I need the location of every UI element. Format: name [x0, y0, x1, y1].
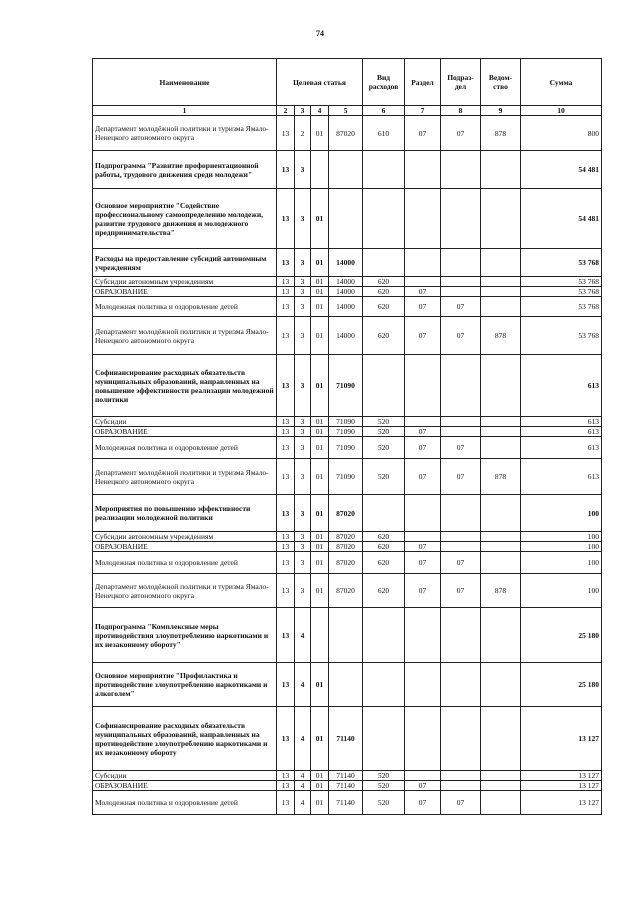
page-number: 74 [316, 29, 324, 38]
row-sum: 54 481 [521, 189, 602, 249]
target-code-activity: 01 [311, 287, 329, 297]
table-row [93, 552, 602, 574]
target-code-activity: 01 [311, 189, 329, 249]
row-sum: 100 [521, 532, 602, 542]
header-name: Наименование [93, 59, 277, 106]
department-code [481, 249, 521, 277]
row-sum: 100 [521, 552, 602, 574]
target-code-activity: 01 [311, 495, 329, 532]
column-number: 2 [277, 106, 295, 116]
table-row [93, 427, 602, 437]
target-code-subprogram: 3 [295, 427, 311, 437]
target-code-activity: 01 [311, 277, 329, 287]
expense-type-code: 620 [363, 287, 405, 297]
target-code-subprogram: 3 [295, 249, 311, 277]
subsection-code [441, 707, 481, 771]
expense-type-code: 520 [363, 781, 405, 791]
row-sum: 53 768 [521, 249, 602, 277]
column-number: 6 [363, 106, 405, 116]
target-code-direction: 71140 [329, 791, 363, 815]
row-name: Департамент молодёжной политики и туризма Ямало-Ненецкого автономного округа [93, 116, 277, 151]
column-number-row [93, 106, 602, 116]
row-name: Субсидии автономным учреждениям [93, 532, 277, 542]
row-sum: 613 [521, 437, 602, 459]
department-code [481, 437, 521, 459]
table-row [93, 707, 602, 771]
target-code-direction: 71090 [329, 427, 363, 437]
target-code-program: 13 [277, 707, 295, 771]
target-code-activity [311, 151, 329, 189]
section-code [405, 532, 441, 542]
table-row [93, 542, 602, 552]
row-sum: 613 [521, 355, 602, 417]
target-code-direction: 87020 [329, 542, 363, 552]
table-row [93, 495, 602, 532]
target-code-subprogram: 3 [295, 552, 311, 574]
row-sum: 613 [521, 417, 602, 427]
target-code-subprogram: 4 [295, 771, 311, 781]
expense-type-code [363, 249, 405, 277]
target-code-direction: 14000 [329, 287, 363, 297]
row-name: Мероприятия по повышению эффективности реализации молодежной политики [93, 495, 277, 532]
target-code-subprogram: 3 [295, 277, 311, 287]
target-code-activity: 01 [311, 427, 329, 437]
expense-type-code: 620 [363, 297, 405, 317]
target-code-subprogram: 4 [295, 781, 311, 791]
target-code-subprogram: 4 [295, 791, 311, 815]
row-name: Основное мероприятие "Профилактика и противодействие злоупотреблению наркотиками и алкоголем" [93, 663, 277, 707]
subsection-code [441, 355, 481, 417]
target-code-direction: 71090 [329, 355, 363, 417]
target-code-direction: 87020 [329, 532, 363, 542]
department-code [481, 287, 521, 297]
row-sum: 13 127 [521, 771, 602, 781]
header-row [93, 59, 602, 106]
column-number: 5 [329, 106, 363, 116]
department-code [481, 417, 521, 427]
section-code [405, 277, 441, 287]
section-code [405, 249, 441, 277]
subsection-code [441, 417, 481, 427]
table-row [93, 417, 602, 427]
table-row [93, 459, 602, 495]
department-code [481, 427, 521, 437]
target-code-subprogram: 4 [295, 707, 311, 771]
target-code-direction [329, 663, 363, 707]
target-code-subprogram: 3 [295, 542, 311, 552]
row-name: Субсидии автономным учреждениям [93, 277, 277, 287]
section-code: 07 [405, 781, 441, 791]
row-name: Подпрограмма "Комплексные меры противодействия злоупотреблению наркотиками и их незаконному обороту" [93, 608, 277, 663]
department-code [481, 771, 521, 781]
target-code-subprogram: 3 [295, 189, 311, 249]
header-razdel: Раздел [405, 59, 441, 106]
subsection-code [441, 771, 481, 781]
table-row [93, 791, 602, 815]
target-code-activity: 01 [311, 317, 329, 355]
target-code-program: 13 [277, 663, 295, 707]
row-name: Субсидии [93, 417, 277, 427]
row-sum: 25 180 [521, 608, 602, 663]
target-code-direction: 71090 [329, 459, 363, 495]
target-code-subprogram: 4 [295, 608, 311, 663]
target-code-activity: 01 [311, 791, 329, 815]
target-code-subprogram: 3 [295, 417, 311, 427]
expense-type-code: 520 [363, 417, 405, 427]
row-name: Расходы на предоставление субсидий автономным учреждениям [93, 249, 277, 277]
expense-type-code: 520 [363, 791, 405, 815]
target-code-program: 13 [277, 417, 295, 427]
table-row [93, 151, 602, 189]
section-code: 07 [405, 287, 441, 297]
section-code [405, 707, 441, 771]
target-code-activity: 01 [311, 781, 329, 791]
budget-table [92, 58, 602, 815]
section-code [405, 608, 441, 663]
table-row [93, 771, 602, 781]
section-code [405, 771, 441, 781]
section-code: 07 [405, 574, 441, 608]
subsection-code [441, 495, 481, 532]
target-code-activity: 01 [311, 707, 329, 771]
table-row [93, 663, 602, 707]
row-sum: 53 768 [521, 287, 602, 297]
column-number: 8 [441, 106, 481, 116]
column-number: 9 [481, 106, 521, 116]
header-podrazdel: Подраз-дел [441, 59, 481, 106]
target-code-subprogram: 3 [295, 287, 311, 297]
target-code-subprogram: 3 [295, 355, 311, 417]
department-code [481, 552, 521, 574]
target-code-direction: 71140 [329, 781, 363, 791]
row-name: ОБРАЗОВАНИЕ [93, 542, 277, 552]
target-code-subprogram: 3 [295, 317, 311, 355]
target-code-program: 13 [277, 189, 295, 249]
subsection-code: 07 [441, 437, 481, 459]
column-number: 1 [93, 106, 277, 116]
section-code: 07 [405, 297, 441, 317]
subsection-code [441, 608, 481, 663]
expense-type-code: 520 [363, 771, 405, 781]
target-code-direction [329, 151, 363, 189]
row-name: Софинансирование расходных обязательств муниципальных образований, направленных на противодействие злоупотреблению наркотиками и их незаконному обороту [93, 707, 277, 771]
target-code-program: 13 [277, 552, 295, 574]
expense-type-code: 620 [363, 552, 405, 574]
subsection-code [441, 532, 481, 542]
department-code [481, 781, 521, 791]
section-code [405, 495, 441, 532]
table-row [93, 608, 602, 663]
subsection-code: 07 [441, 297, 481, 317]
target-code-program: 13 [277, 249, 295, 277]
department-code: 878 [481, 574, 521, 608]
row-name: Департамент молодёжной политики и туризма Ямало-Ненецкого автономного округа [93, 459, 277, 495]
target-code-direction: 71140 [329, 707, 363, 771]
section-code: 07 [405, 791, 441, 815]
department-code [481, 355, 521, 417]
target-code-direction: 87020 [329, 552, 363, 574]
column-number: 7 [405, 106, 441, 116]
target-code-program: 13 [277, 116, 295, 151]
department-code [481, 608, 521, 663]
expense-type-code [363, 608, 405, 663]
subsection-code: 07 [441, 791, 481, 815]
row-name: ОБРАЗОВАНИЕ [93, 781, 277, 791]
target-code-activity [311, 608, 329, 663]
target-code-direction: 14000 [329, 317, 363, 355]
table-row [93, 781, 602, 791]
section-code: 07 [405, 317, 441, 355]
target-code-subprogram: 3 [295, 574, 311, 608]
row-name: Основное мероприятие "Содействие профессиональному самоопределению молодежи, развитие трудового движения и молодежного предпринимательства" [93, 189, 277, 249]
row-name: Департамент молодёжной политики и туризма Ямало-Ненецкого автономного округа [93, 574, 277, 608]
subsection-code [441, 277, 481, 287]
target-code-program: 13 [277, 355, 295, 417]
subsection-code: 07 [441, 552, 481, 574]
expense-type-code [363, 707, 405, 771]
subsection-code: 07 [441, 459, 481, 495]
expense-type-code: 610 [363, 116, 405, 151]
target-code-activity: 01 [311, 574, 329, 608]
target-code-activity: 01 [311, 771, 329, 781]
target-code-program: 13 [277, 297, 295, 317]
target-code-activity: 01 [311, 552, 329, 574]
subsection-code [441, 427, 481, 437]
target-code-program: 13 [277, 459, 295, 495]
target-code-activity: 01 [311, 355, 329, 417]
row-name: Софинансирование расходных обязательств муниципальных образований, направленных на повышение эффективности реализации молодежной политики [93, 355, 277, 417]
target-code-activity: 01 [311, 417, 329, 427]
row-name: Департамент молодёжной политики и туризма Ямало-Ненецкого автономного округа [93, 317, 277, 355]
expense-type-code [363, 663, 405, 707]
row-sum: 25 180 [521, 663, 602, 707]
department-code: 878 [481, 317, 521, 355]
subsection-code [441, 781, 481, 791]
target-code-subprogram: 4 [295, 663, 311, 707]
row-sum: 53 768 [521, 317, 602, 355]
section-code [405, 189, 441, 249]
department-code [481, 542, 521, 552]
subsection-code [441, 151, 481, 189]
table-row [93, 532, 602, 542]
target-code-direction: 14000 [329, 249, 363, 277]
row-name: Молодежная политика и оздоровление детей [93, 437, 277, 459]
table-row [93, 249, 602, 277]
row-name: Молодежная политика и оздоровление детей [93, 297, 277, 317]
row-name: Субсидии [93, 771, 277, 781]
target-code-program: 13 [277, 781, 295, 791]
row-name: ОБРАЗОВАНИЕ [93, 427, 277, 437]
table-row [93, 287, 602, 297]
row-sum: 54 481 [521, 151, 602, 189]
target-code-program: 13 [277, 277, 295, 287]
expense-type-code: 620 [363, 277, 405, 287]
subsection-code [441, 542, 481, 552]
header-vid: Вид расходов [363, 59, 405, 106]
target-code-subprogram: 3 [295, 532, 311, 542]
row-sum: 53 768 [521, 277, 602, 287]
table-row [93, 297, 602, 317]
section-code: 07 [405, 542, 441, 552]
column-number: 3 [295, 106, 311, 116]
target-code-program: 13 [277, 771, 295, 781]
target-code-direction: 87020 [329, 116, 363, 151]
target-code-program: 13 [277, 427, 295, 437]
header-summa: Сумма [521, 59, 602, 106]
subsection-code: 07 [441, 317, 481, 355]
subsection-code: 07 [441, 574, 481, 608]
target-code-program: 13 [277, 608, 295, 663]
target-code-subprogram: 3 [295, 459, 311, 495]
expense-type-code [363, 189, 405, 249]
table-row [93, 437, 602, 459]
target-code-subprogram: 3 [295, 495, 311, 532]
department-code: 878 [481, 459, 521, 495]
expense-type-code: 620 [363, 317, 405, 355]
section-code [405, 663, 441, 707]
target-code-program: 13 [277, 542, 295, 552]
table-row [93, 189, 602, 249]
table-row [93, 574, 602, 608]
target-code-direction: 71140 [329, 771, 363, 781]
target-code-direction: 87020 [329, 495, 363, 532]
department-code [481, 151, 521, 189]
row-sum: 13 127 [521, 791, 602, 815]
expense-type-code: 620 [363, 532, 405, 542]
target-code-activity: 01 [311, 532, 329, 542]
target-code-direction: 14000 [329, 277, 363, 287]
expense-type-code [363, 355, 405, 417]
row-sum: 100 [521, 574, 602, 608]
target-code-subprogram: 2 [295, 116, 311, 151]
target-code-activity: 01 [311, 542, 329, 552]
header-vedomstvo: Ведом-ство [481, 59, 521, 106]
target-code-direction: 71090 [329, 417, 363, 427]
expense-type-code: 620 [363, 542, 405, 552]
table-row [93, 317, 602, 355]
section-code [405, 151, 441, 189]
row-name: ОБРАЗОВАНИЕ [93, 287, 277, 297]
department-code [481, 791, 521, 815]
subsection-code: 07 [441, 116, 481, 151]
section-code: 07 [405, 116, 441, 151]
department-code [481, 663, 521, 707]
target-code-activity: 01 [311, 663, 329, 707]
table-row [93, 355, 602, 417]
column-number: 10 [521, 106, 602, 116]
section-code: 07 [405, 459, 441, 495]
target-code-program: 13 [277, 574, 295, 608]
target-code-subprogram: 3 [295, 297, 311, 317]
subsection-code [441, 663, 481, 707]
row-name: Молодежная политика и оздоровление детей [93, 552, 277, 574]
section-code: 07 [405, 437, 441, 459]
department-code [481, 297, 521, 317]
department-code [481, 495, 521, 532]
subsection-code [441, 249, 481, 277]
target-code-direction [329, 608, 363, 663]
expense-type-code [363, 151, 405, 189]
target-code-activity: 01 [311, 249, 329, 277]
target-code-subprogram: 3 [295, 151, 311, 189]
expense-type-code: 520 [363, 427, 405, 437]
row-sum: 613 [521, 427, 602, 437]
expense-type-code [363, 495, 405, 532]
target-code-activity: 01 [311, 297, 329, 317]
row-name: Подпрограмма "Развитие профориентационной работы, трудового движения среди молодежи" [93, 151, 277, 189]
department-code [481, 189, 521, 249]
row-name: Молодежная политика и оздоровление детей [93, 791, 277, 815]
header-target: Целевая статья [277, 59, 363, 106]
target-code-program: 13 [277, 317, 295, 355]
target-code-activity: 01 [311, 437, 329, 459]
target-code-program: 13 [277, 495, 295, 532]
row-sum: 100 [521, 495, 602, 532]
target-code-direction: 71090 [329, 437, 363, 459]
row-sum: 13 127 [521, 707, 602, 771]
department-code [481, 532, 521, 542]
target-code-program: 13 [277, 437, 295, 459]
table-row [93, 277, 602, 287]
row-sum: 613 [521, 459, 602, 495]
target-code-program: 13 [277, 287, 295, 297]
row-sum: 100 [521, 542, 602, 552]
section-code [405, 417, 441, 427]
target-code-program: 13 [277, 532, 295, 542]
target-code-direction [329, 189, 363, 249]
target-code-activity: 01 [311, 459, 329, 495]
target-code-program: 13 [277, 791, 295, 815]
expense-type-code: 520 [363, 437, 405, 459]
section-code [405, 355, 441, 417]
expense-type-code: 520 [363, 459, 405, 495]
expense-type-code: 620 [363, 574, 405, 608]
subsection-code [441, 189, 481, 249]
column-number: 4 [311, 106, 329, 116]
target-code-subprogram: 3 [295, 437, 311, 459]
subsection-code [441, 287, 481, 297]
target-code-program: 13 [277, 151, 295, 189]
department-code [481, 277, 521, 287]
target-code-direction: 14000 [329, 297, 363, 317]
section-code: 07 [405, 552, 441, 574]
target-code-direction: 87020 [329, 574, 363, 608]
department-code [481, 707, 521, 771]
target-code-activity: 01 [311, 116, 329, 151]
department-code: 878 [481, 116, 521, 151]
table-row [93, 116, 602, 151]
row-sum: 53 768 [521, 297, 602, 317]
row-sum: 13 127 [521, 781, 602, 791]
section-code: 07 [405, 427, 441, 437]
row-sum: 800 [521, 116, 602, 151]
